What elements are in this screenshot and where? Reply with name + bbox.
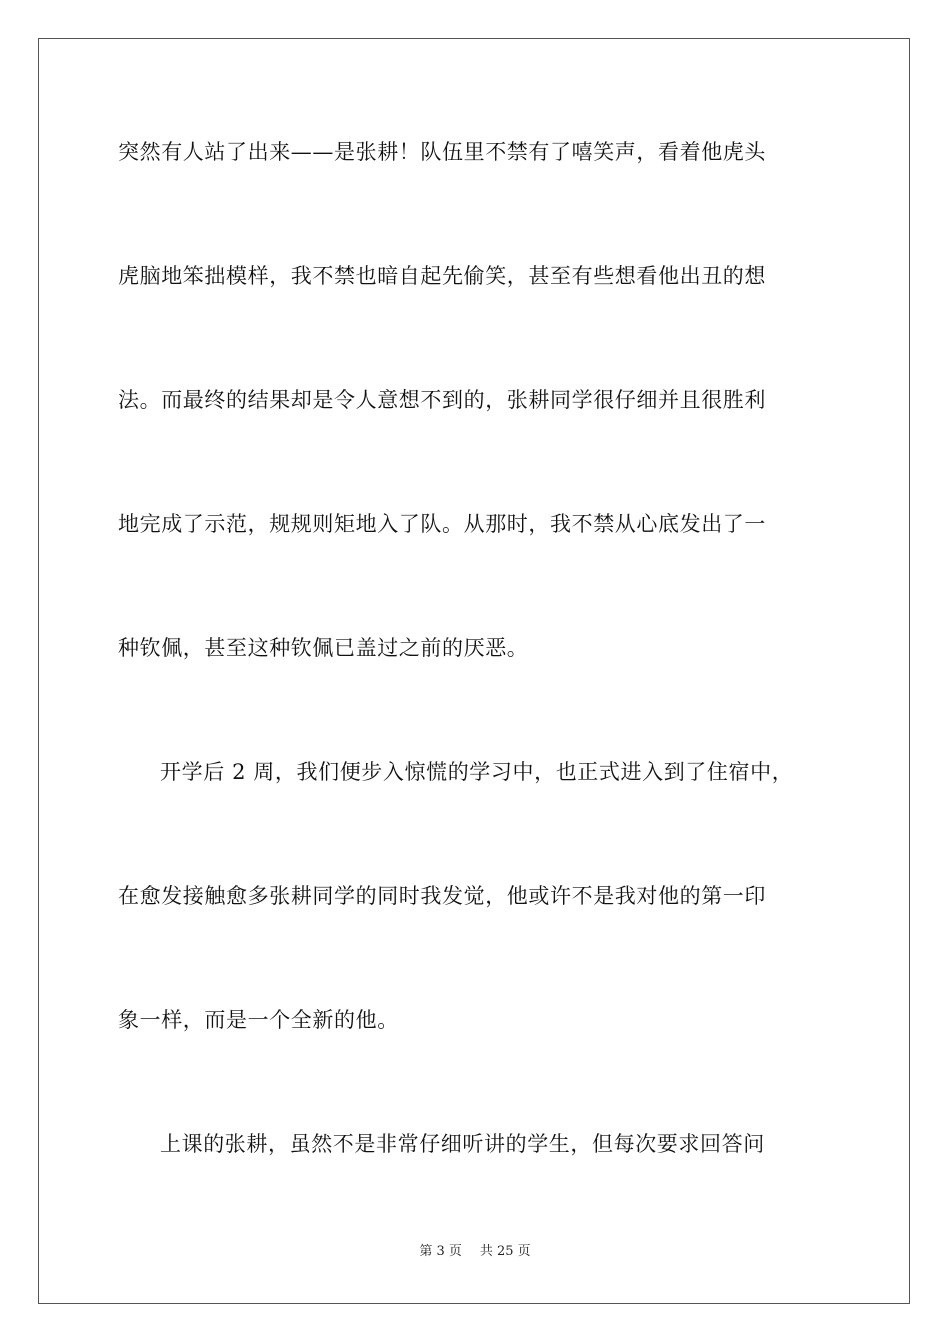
text-line-6: 开学后 2 周，我们便步入惊慌的学习中，也正式进入到了住宿中，	[160, 760, 794, 784]
text-line-9: 上课的张耕，虽然不是非常仔细听讲的学生，但每次要求回答问	[160, 1132, 765, 1156]
page-border	[38, 38, 910, 1304]
text-line-5: 种钦佩，甚至这种钦佩已盖过之前的厌恶。	[118, 636, 529, 660]
text-line-4: 地完成了示范，规规则矩地入了队。从那时，我不禁从心底发出了一	[118, 512, 766, 536]
text-line-3: 法。而最终的结果却是令人意想不到的，张耕同学很仔细并且很胜利	[118, 388, 766, 412]
page-number: 第 3 页	[419, 1244, 462, 1259]
text-line-7: 在愈发接触愈多张耕同学的同时我发觉，他或许不是我对他的第一印	[118, 884, 766, 908]
page-footer	[0, 1243, 950, 1261]
text-line-2: 虎脑地笨拙模样，我不禁也暗自起先偷笑，甚至有些想看他出丑的想	[118, 264, 766, 288]
text-line-8: 象一样，而是一个全新的他。	[118, 1008, 399, 1032]
text-line-1: 突然有人站了出来——是张耕！队伍里不禁有了嘻笑声，看着他虎头	[118, 140, 766, 164]
page-total: 共 25 页	[479, 1244, 531, 1259]
